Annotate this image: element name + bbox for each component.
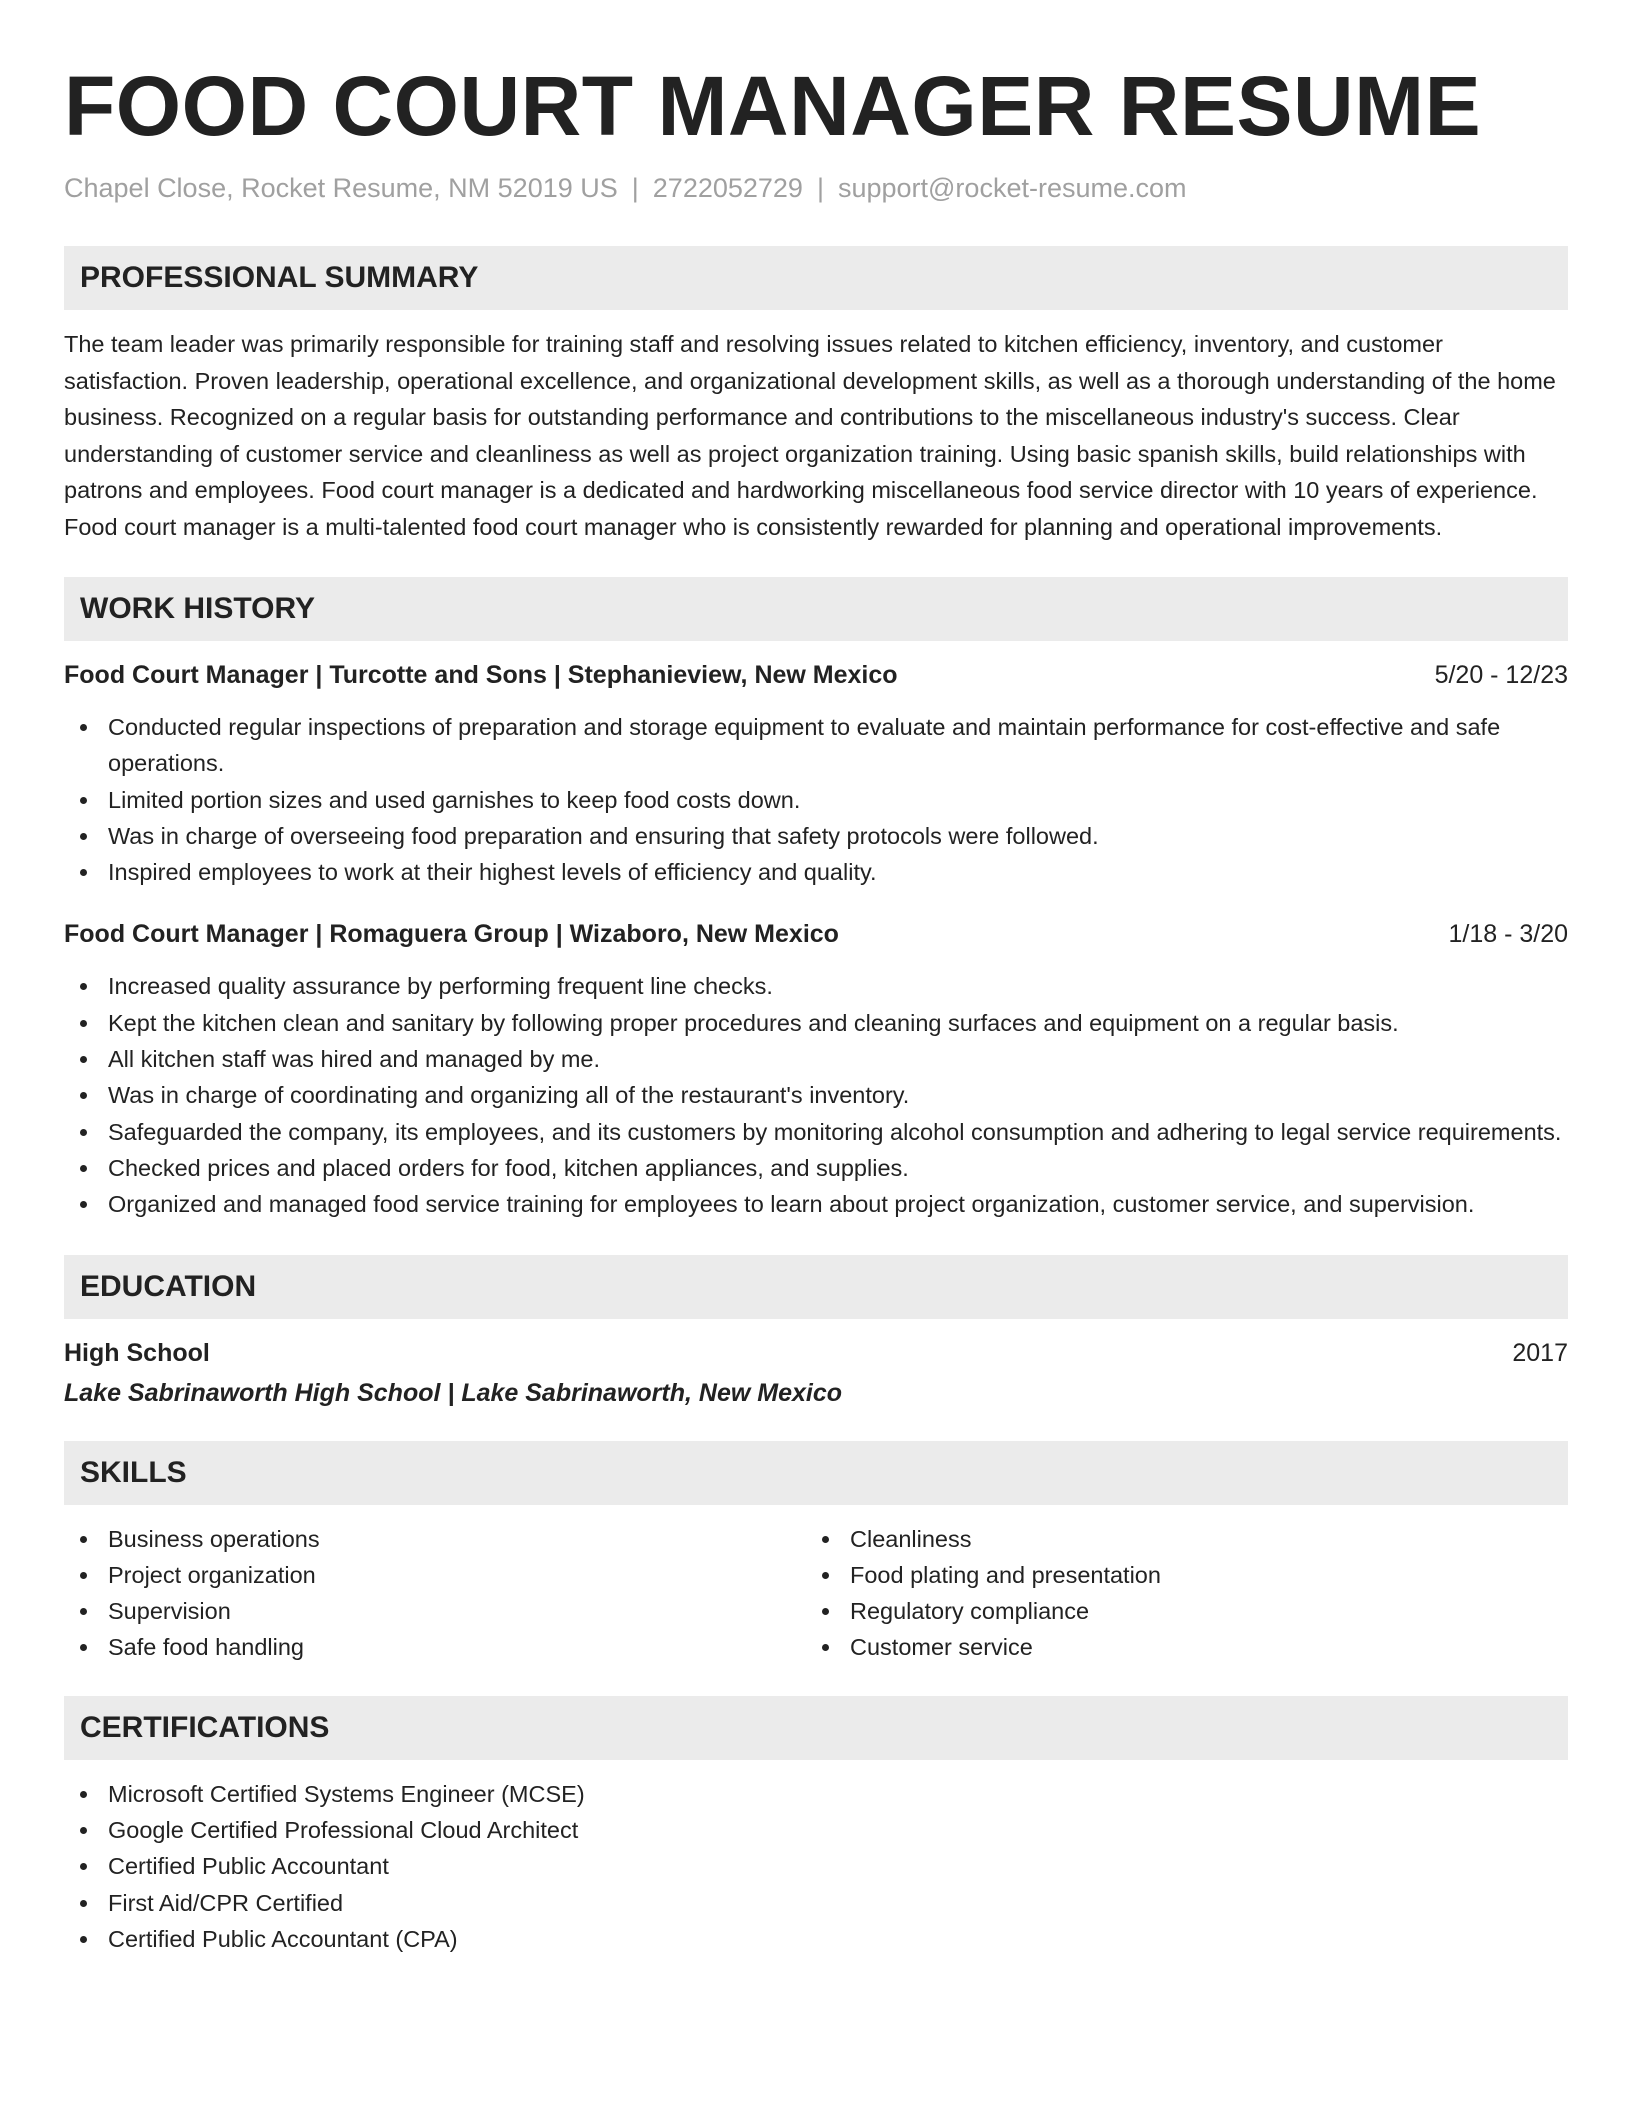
job-bullet: Inspired employees to work at their highest levels of efficiency and quality.: [64, 854, 1568, 890]
job-title: Food Court Manager | Romaguera Group | Wizaboro, New Mexico: [64, 920, 839, 949]
education-school: Lake Sabrinaworth High School | Lake Sabrinaworth, New Mexico: [64, 1378, 842, 1407]
job-dates: 5/20 - 12/23: [1434, 661, 1568, 689]
job-bullet: Kept the kitchen clean and sanitary by following proper procedures and cleaning surfaces and equipment on a regular basis.: [64, 1005, 1568, 1041]
job-header: [64, 657, 1568, 693]
job-bullet: Conducted regular inspections of preparation and storage equipment to evaluate and maintain performance for cost-effective and safe operations.: [64, 709, 1568, 782]
job-bullet: Checked prices and placed orders for food, kitchen appliances, and supplies.: [64, 1150, 1568, 1186]
job-bullet: Limited portion sizes and used garnishes to keep food costs down.: [64, 782, 1568, 818]
education-header: [64, 1335, 1568, 1371]
contact-address: Chapel Close, Rocket Resume, NM 52019 US: [64, 173, 618, 203]
skills-list-left: [64, 1521, 806, 1666]
skill-item: Project organization: [64, 1557, 806, 1593]
summary-text: The team leader was primarily responsible for training staff and resolving issues related to kitchen efficiency, inventory, and customer satisfaction. Proven leadership, operational excellence, and organizational development skills, as well as a thorough understanding of the home business. Recognized on a regular basis for outstanding performance and contributions to the miscellaneous industry's success. Clear understanding of customer service and cleanliness as well as project organization training. Using basic spanish skills, build relationships with patrons and employees. Food court manager is a dedicated and hardworking miscellaneous food service director with 10 years of experience. Food court manager is a multi-talented food court manager who is consistently rewarded for planning and operational improvements.: [64, 331, 1556, 540]
job-bullet: Was in charge of coordinating and organizing all of the restaurant's inventory.: [64, 1077, 1568, 1113]
job-bullet: Safeguarded the company, its employees, and its customers by monitoring alcohol consumption and adhering to legal service requirements.: [64, 1114, 1568, 1150]
skills-columns: [64, 1521, 1568, 1666]
education-year: 2017: [1512, 1338, 1568, 1367]
education-entry: [64, 1335, 1568, 1411]
job-bullet: Was in charge of overseeing food preparation and ensuring that safety protocols were followed.: [64, 818, 1568, 854]
contact-email: support@rocket-resume.com: [837, 173, 1187, 203]
section-heading-summary: PROFESSIONAL SUMMARY: [64, 246, 1568, 310]
resume-page: [64, 0, 1568, 1957]
certification-item: Certified Public Accountant (CPA): [64, 1921, 1568, 1957]
section-heading-work-history: WORK HISTORY: [64, 577, 1568, 641]
section-heading-skills: SKILLS: [64, 1441, 1568, 1505]
contact-phone: 2722052729: [652, 173, 803, 203]
job-entry: [64, 657, 1568, 890]
certification-item: Microsoft Certified Systems Engineer (MCSE): [64, 1776, 1568, 1812]
job-bullet: All kitchen staff was hired and managed by me.: [64, 1041, 1568, 1077]
job-bullet: Organized and managed food service training for employees to learn about project organization, customer service, and supervision.: [64, 1186, 1568, 1222]
job-entry: [64, 916, 1568, 1222]
skill-item: Cleanliness: [806, 1521, 1548, 1557]
contact-line: [64, 170, 1568, 206]
job-bullets: [64, 709, 1568, 890]
skill-item: Food plating and presentation: [806, 1557, 1548, 1593]
certification-item: Google Certified Professional Cloud Architect: [64, 1812, 1568, 1848]
certifications-list: [64, 1776, 1568, 1957]
education-degree: High School: [64, 1338, 210, 1367]
resume-title: FOOD COURT MANAGER RESUME: [64, 59, 1482, 153]
section-heading-certifications: CERTIFICATIONS: [64, 1696, 1568, 1760]
skill-item: Customer service: [806, 1629, 1548, 1665]
skill-item: Supervision: [64, 1593, 806, 1629]
certification-item: First Aid/CPR Certified: [64, 1885, 1568, 1921]
contact-separator: |: [816, 173, 824, 203]
job-bullet: Increased quality assurance by performing frequent line checks.: [64, 968, 1568, 1004]
contact-separator: |: [631, 173, 639, 203]
skill-item: Business operations: [64, 1521, 806, 1557]
certification-item: Certified Public Accountant: [64, 1848, 1568, 1884]
section-heading-education: EDUCATION: [64, 1255, 1568, 1319]
skill-item: Regulatory compliance: [806, 1593, 1548, 1629]
job-bullets: [64, 968, 1568, 1222]
job-dates: 1/18 - 3/20: [1448, 920, 1568, 949]
job-title: Food Court Manager | Turcotte and Sons | Stephanieview, New Mexico: [64, 661, 898, 689]
job-header: [64, 916, 1568, 952]
skill-item: Safe food handling: [64, 1629, 806, 1665]
skills-list-right: [806, 1521, 1548, 1666]
